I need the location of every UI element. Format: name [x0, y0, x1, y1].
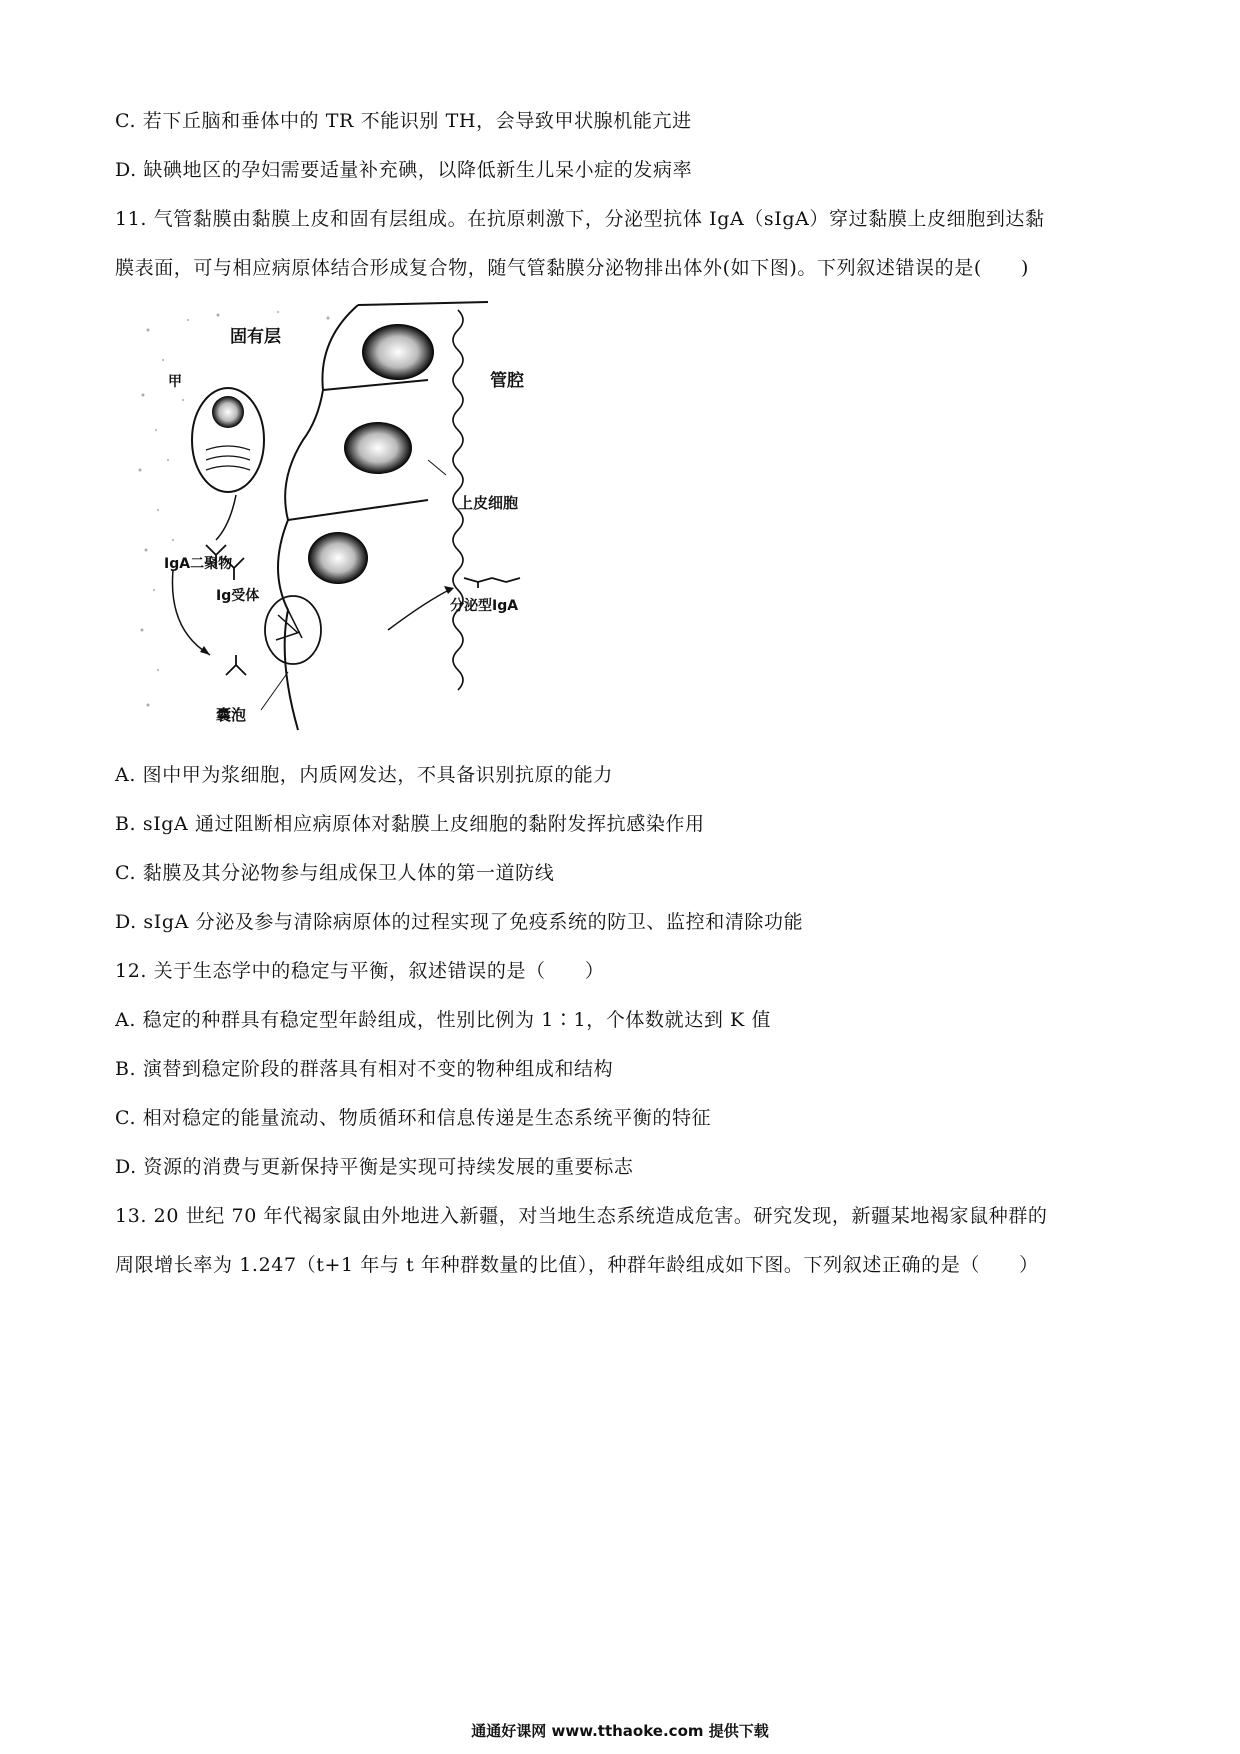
label-dimer: IgA二聚物 [164, 556, 233, 572]
nucleus-1 [362, 324, 434, 380]
option-12d: D. 资源的消费与更新保持平衡是实现可持续发展的重要标志 [115, 1156, 634, 1178]
label-epithelial: 上皮细胞 [458, 494, 519, 512]
lamina-speckle [139, 311, 330, 707]
option-10c: C. 若下丘脑和垂体中的 TR 不能识别 TH，会导致甲状腺机能亢进 [115, 110, 692, 132]
option-12a: A. 稳定的种群具有稳定型年龄组成，性别比例为 1∶1，个体数就达到 K 值 [115, 1009, 772, 1031]
label-jia: 甲 [168, 374, 182, 390]
page-footer: 通通好课网 www.tthaoke.com 提供下载 [471, 1722, 769, 1740]
label-lumen: 管腔 [490, 371, 524, 391]
question-13-stem-line1: 13. 20 世纪 70 年代褐家鼠由外地进入新疆，对当地生态系统造成危害。研究发现，新疆某地褐家鼠种群的 [115, 1205, 1048, 1227]
question-12-stem: 12. 关于生态学中的稳定与平衡，叙述错误的是（ ） [115, 960, 605, 982]
vesicle-shape [265, 596, 321, 664]
option-11d: D. sIgA 分泌及参与清除病原体的过程实现了免疫系统的防卫、监控和清除功能 [115, 911, 804, 933]
label-vesicle: 囊泡 [216, 706, 247, 724]
label-receptor: Ig受体 [216, 588, 260, 604]
option-11c: C. 黏膜及其分泌物参与组成保卫人体的第一道防线 [115, 862, 555, 884]
question-13-stem-line2: 周限增长率为 1.247（t+1 年与 t 年种群数量的比值），种群年龄组成如下图。下列叙述正确的是（ ） [115, 1254, 1039, 1276]
nucleus-3 [308, 532, 368, 584]
question-11-stem-line1: 11. 气管黏膜由黏膜上皮和固有层组成。在抗原刺激下，分泌型抗体 IgA（sIgA）穿过黏膜上皮细胞到达黏 [115, 208, 1045, 230]
mucosa-diagram [128, 300, 608, 732]
nucleus-2 [344, 422, 412, 474]
label-sIgA: 分泌型IgA [450, 598, 519, 614]
option-12b: B. 演替到稳定阶段的群落具有相对不变的物种组成和结构 [115, 1058, 614, 1080]
label-lamina: 固有层 [230, 327, 281, 347]
option-11a: A. 图中甲为浆细胞，内质网发达，不具备识别抗原的能力 [115, 764, 614, 786]
option-11b: B. sIgA 通过阻断相应病原体对黏膜上皮细胞的黏附发挥抗感染作用 [115, 813, 705, 835]
option-10d: D. 缺碘地区的孕妇需要适量补充碘，以降低新生儿呆小症的发病率 [115, 159, 693, 181]
option-12c: C. 相对稳定的能量流动、物质循环和信息传递是生态系统平衡的特征 [115, 1107, 712, 1129]
question-11-stem-line2: 膜表面，可与相应病原体结合形成复合物，随气管黏膜分泌物排出体外(如下图)。下列叙述错误的是( ) [115, 257, 1030, 279]
